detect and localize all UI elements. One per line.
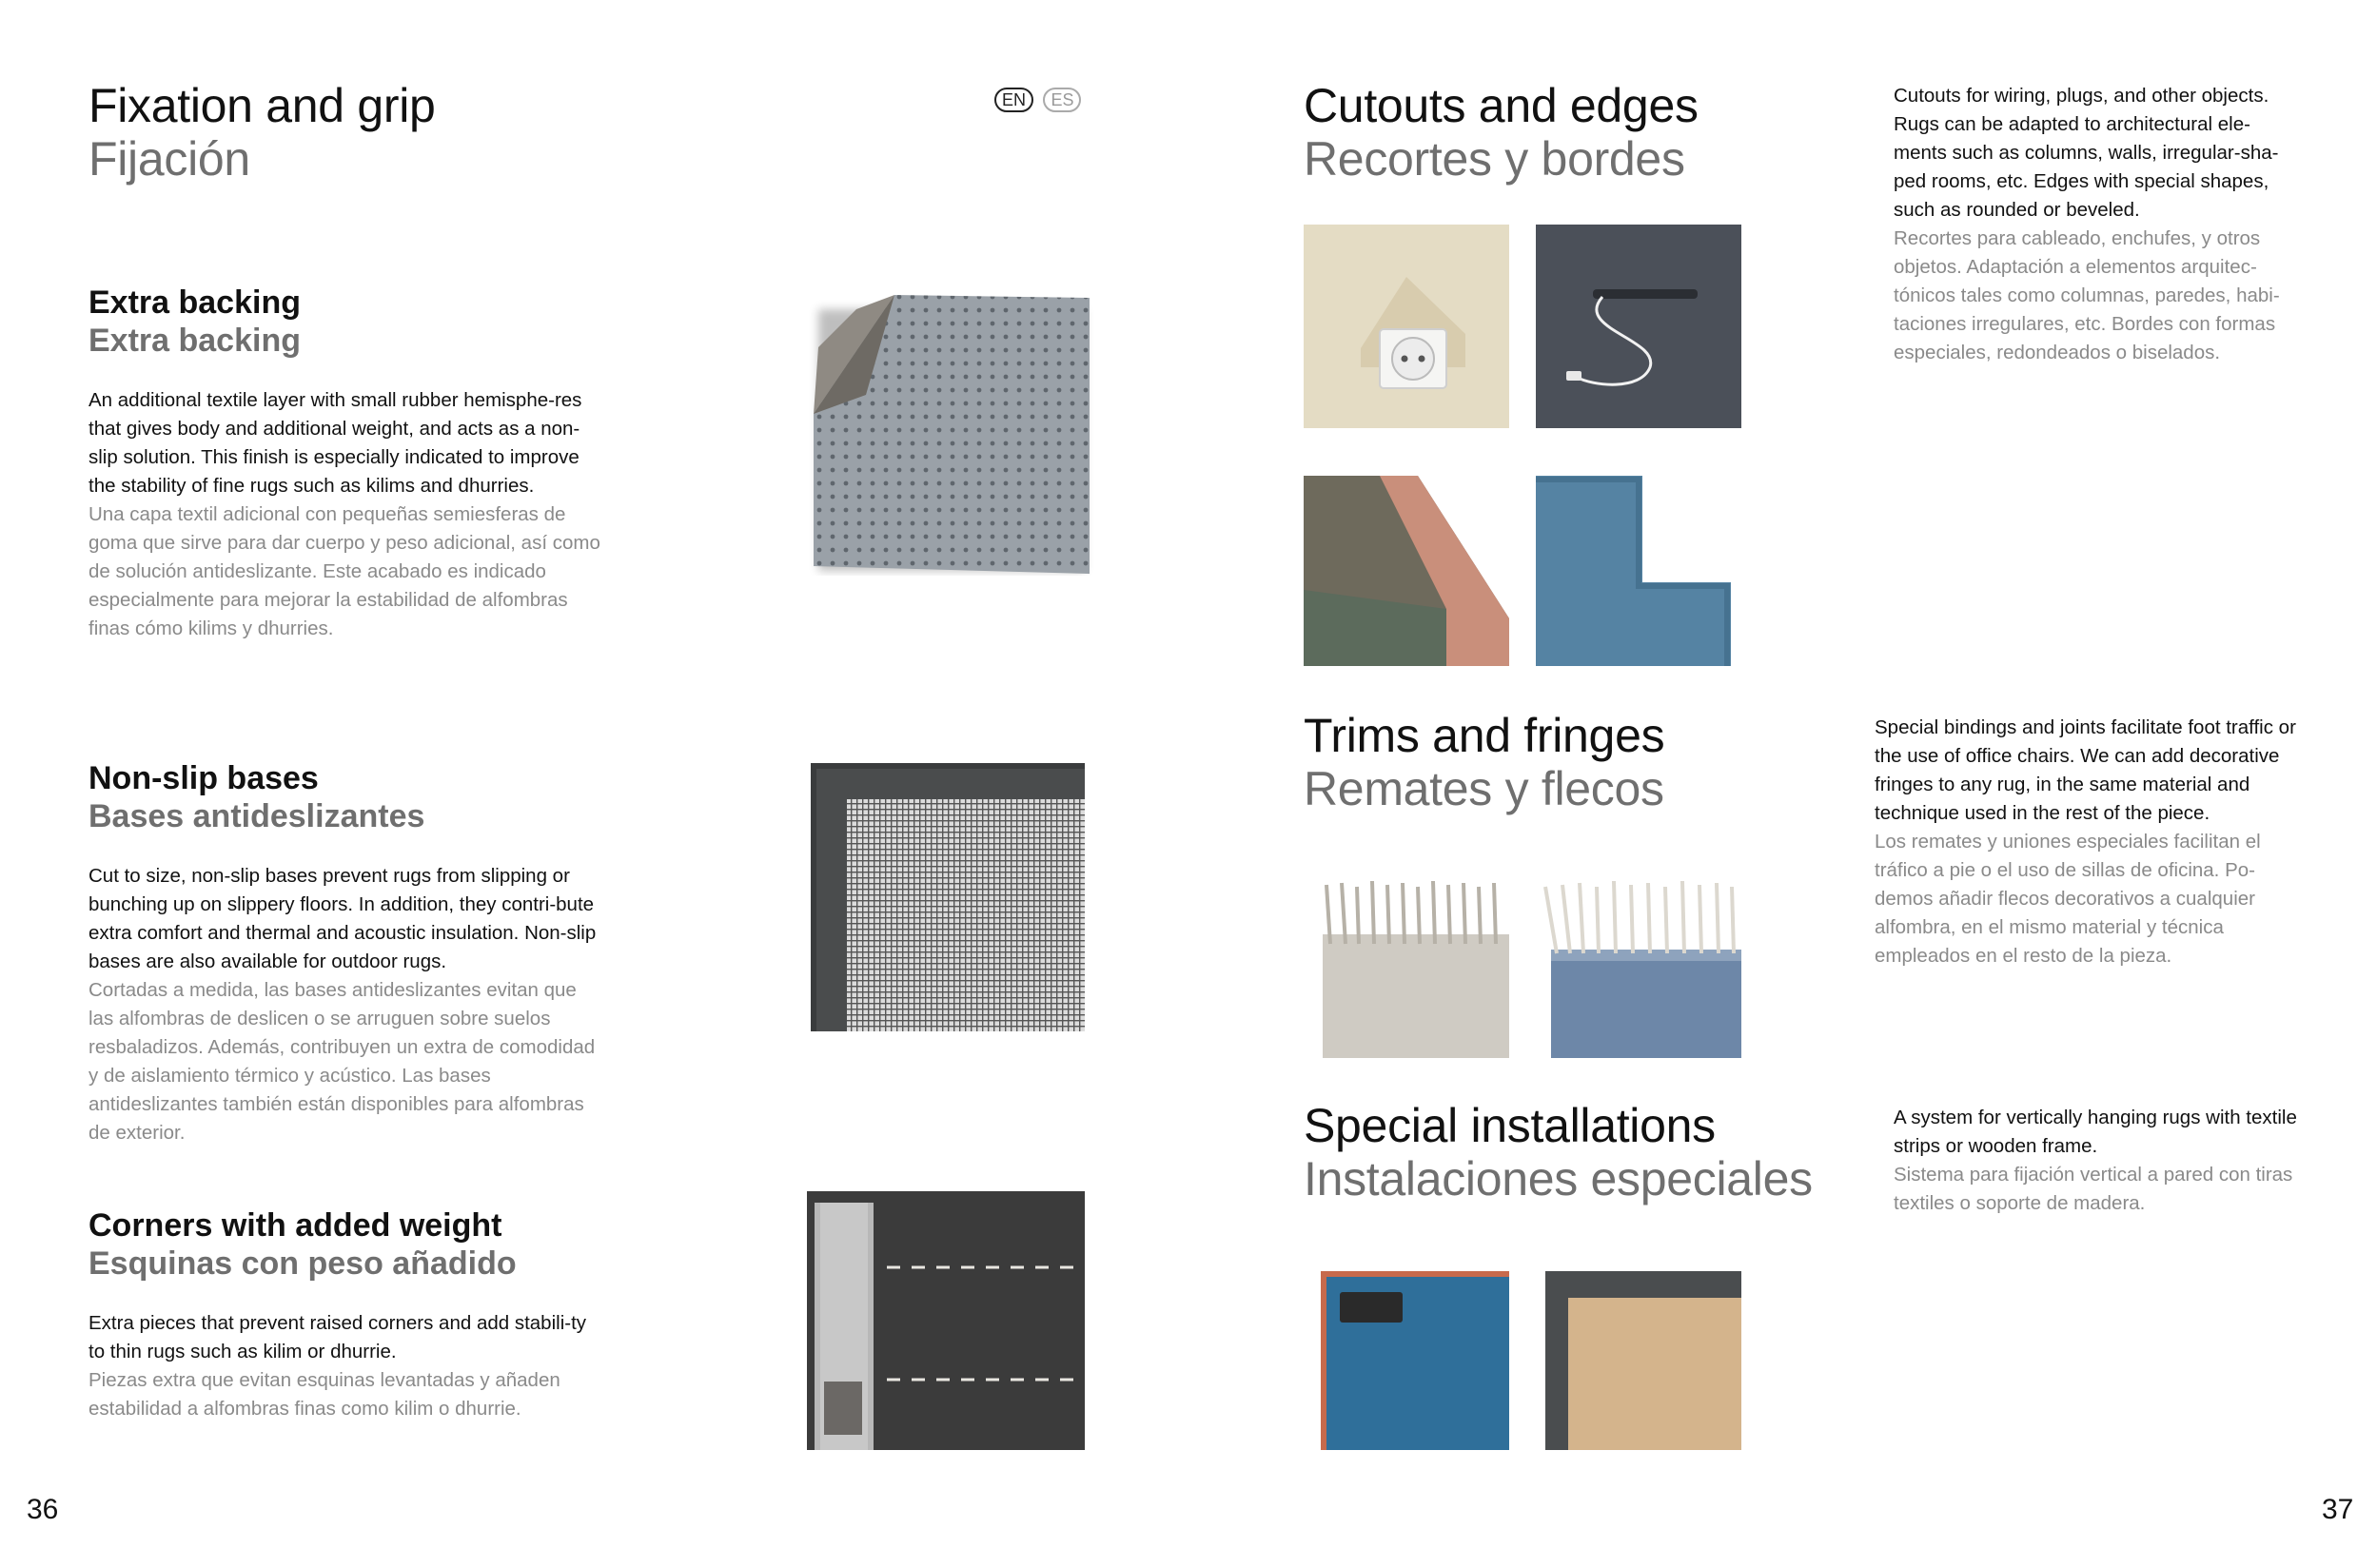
- section-text-es: Cortadas a medida, las bases antideslizantes evitan que las alfombras de deslicen o se arruguen sobre suelos resbaladizos. Además, contribuyen un extra de comodidad y de aislamiento térmico y acústico. Las bases antideslizantes también están disponibles para alfombras de exterior.: [88, 979, 596, 1144]
- corner-weight-image: [807, 1191, 1085, 1450]
- lang-en-badge[interactable]: EN: [994, 88, 1033, 112]
- section-title-installations-en: Special installations: [1304, 1099, 1716, 1152]
- language-switch: [994, 88, 1081, 112]
- section-title-en: Non-slip bases: [88, 760, 319, 796]
- section-non-slip-bases: [88, 759, 602, 1147]
- section-title-es: Esquinas con peso añadido: [88, 1245, 517, 1282]
- section-title-cutouts-en: Cutouts and edges: [1304, 79, 1699, 132]
- section-title-installations-es: Instalaciones especiales: [1304, 1152, 1813, 1205]
- page-number-left: 36: [27, 1494, 59, 1525]
- section-text-en: Special bindings and joints facilitate foot traffic or the use of office chairs. We can add decorative fringes to any rug, in the same material and technique used in the rest of the piece.: [1875, 716, 2296, 824]
- section-text-installations: [1894, 1104, 2303, 1218]
- section-text-en: An additional textile layer with small rubber hemisphe-res that gives body and additional weight, and acts as a non-slip solution. This finish is especially indicated to improve the stability of fine rugs such as kilims and dhurries.: [88, 389, 582, 497]
- section-title-es: Bases antideslizantes: [88, 798, 425, 834]
- section-text-trims: [1875, 714, 2303, 970]
- l-shape-edge-image: [1536, 476, 1741, 666]
- beveled-edge-image: [1304, 476, 1509, 666]
- fringe-blue-image: [1536, 877, 1741, 1058]
- cable-cutout-image: [1536, 225, 1741, 428]
- lang-es-badge[interactable]: ES: [1043, 88, 1081, 112]
- section-text-es: Piezas extra que evitan esquinas levantadas y añaden estabilidad a alfombras finas como kilim o dhurrie.: [88, 1369, 560, 1420]
- section-text-en: Cut to size, non-slip bases prevent rugs from slipping or bunching up on slippery floors. In addition, they contri-bute extra comfort and thermal and acoustic insulation. Non-slip bases are also available for outdoor rugs.: [88, 865, 597, 972]
- section-title-trims-en: Trims and fringes: [1304, 709, 1665, 762]
- section-text-es: Recortes para cableado, enchufes, y otros objetos. Adaptación a elementos arquitec-tónicos tales como columnas, paredes, habi-taciones irregulares, etc. Bordes con formas especiales, redondeados o biselados.: [1894, 227, 2280, 363]
- hanging-strip-image: [1321, 1271, 1509, 1450]
- socket-cutout-image: [1304, 225, 1509, 428]
- wooden-frame-image: [1545, 1271, 1741, 1450]
- page-title-en: Fixation and grip: [88, 79, 436, 132]
- extra-backing-image: [799, 290, 1094, 576]
- section-text-es: Sistema para fijación vertical a pared con tiras textiles o soporte de madera.: [1894, 1164, 2293, 1214]
- section-title-en: Corners with added weight: [88, 1207, 502, 1244]
- section-title-es: Extra backing: [88, 323, 301, 359]
- page-title-es: Fijación: [88, 132, 250, 186]
- section-text-cutouts: [1894, 82, 2303, 367]
- section-text-es: Los remates y uniones especiales facilitan el tráfico a pie o el uso de sillas de oficina. Po-demos añadir flecos decorativos a cualquier alfombra, en el mismo material y técnica empleados en el resto de la pieza.: [1875, 831, 2261, 967]
- section-text-en: Extra pieces that prevent raised corners and add stabili-ty to thin rugs such as kilim or dhurrie.: [88, 1312, 587, 1362]
- section-corners-weight: [88, 1206, 602, 1423]
- non-slip-base-image: [811, 763, 1085, 1031]
- section-text-en: A system for vertically hanging rugs with textile strips or wooden frame.: [1894, 1107, 2297, 1157]
- section-extra-backing: [88, 284, 602, 643]
- page-number-right: 37: [2322, 1494, 2354, 1525]
- section-text-en: Cutouts for wiring, plugs, and other objects. Rugs can be adapted to architectural ele-ments such as columns, walls, irregular-sha-ped rooms, etc. Edges with special shapes, such as rounded or beveled.: [1894, 85, 2279, 221]
- section-text-es: Una capa textil adicional con pequeñas semiesferas de goma que sirve para dar cuerpo y peso adicional, así como de solución antideslizante. Este acabado es indicado especialmente para mejorar la estabilidad de alfombras finas cómo kilims y dhurries.: [88, 503, 600, 639]
- section-title-en: Extra backing: [88, 284, 301, 321]
- fringe-natural-image: [1313, 877, 1509, 1058]
- section-title-cutouts-es: Recortes y bordes: [1304, 132, 1685, 186]
- section-title-trims-es: Remates y flecos: [1304, 762, 1664, 815]
